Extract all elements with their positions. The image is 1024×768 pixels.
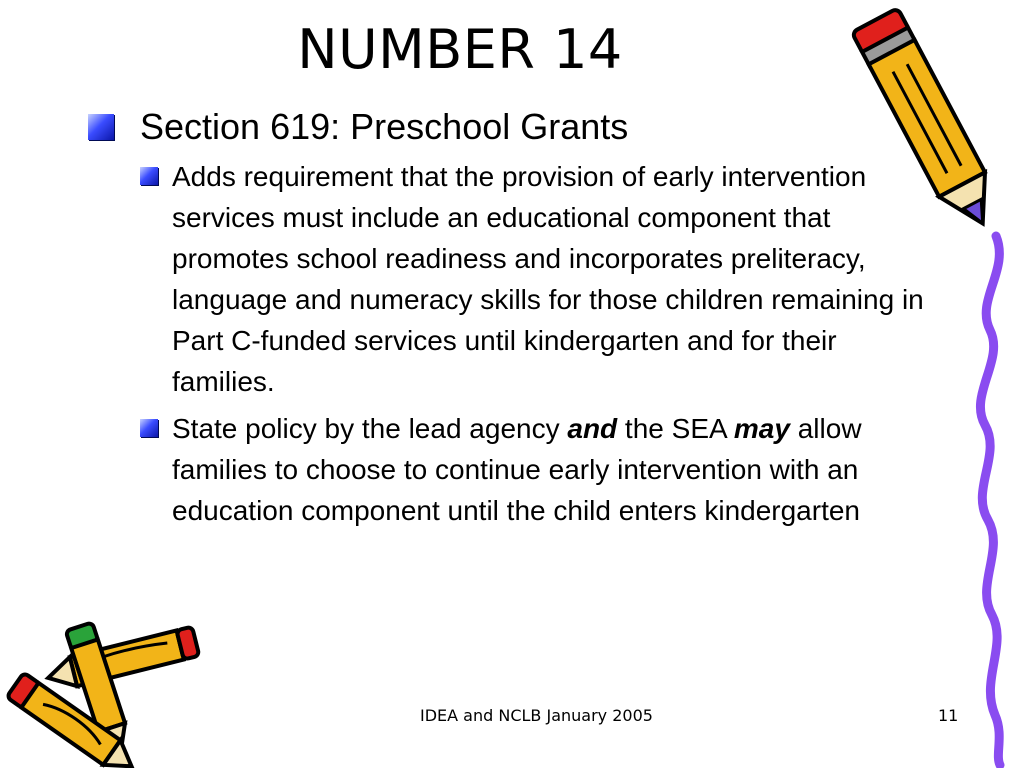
sub-bullet-1-text: Adds requirement that the provision of early intervention services must include an educational component that promotes school readiness and incorporates preliteracy, language and numeracy skills for those children remaining in Part C-funded services until kindergarten and for their families. <box>172 161 924 397</box>
section-heading: Section 619: Preschool Grants <box>140 106 629 147</box>
footer-text: IDEA and NCLB January 2005 <box>420 706 653 725</box>
pencil-icon <box>850 0 1010 245</box>
sub-bullet-2-part3: allow families to choose to continue early intervention with an education component until the child enters kindergarten <box>172 413 862 526</box>
sub-bullet-2-part1: State policy by the lead agency <box>172 413 568 444</box>
sub-bullet-2-part2: the SEA <box>617 413 734 444</box>
sub-bullet-2-emphasis-may: may <box>733 413 790 444</box>
pencil-icon <box>0 615 210 765</box>
sub-bullet-2-emphasis-and: and <box>567 413 618 444</box>
page-number: 11 <box>938 706 959 725</box>
slide-title: NUMBER 14 <box>297 18 623 81</box>
